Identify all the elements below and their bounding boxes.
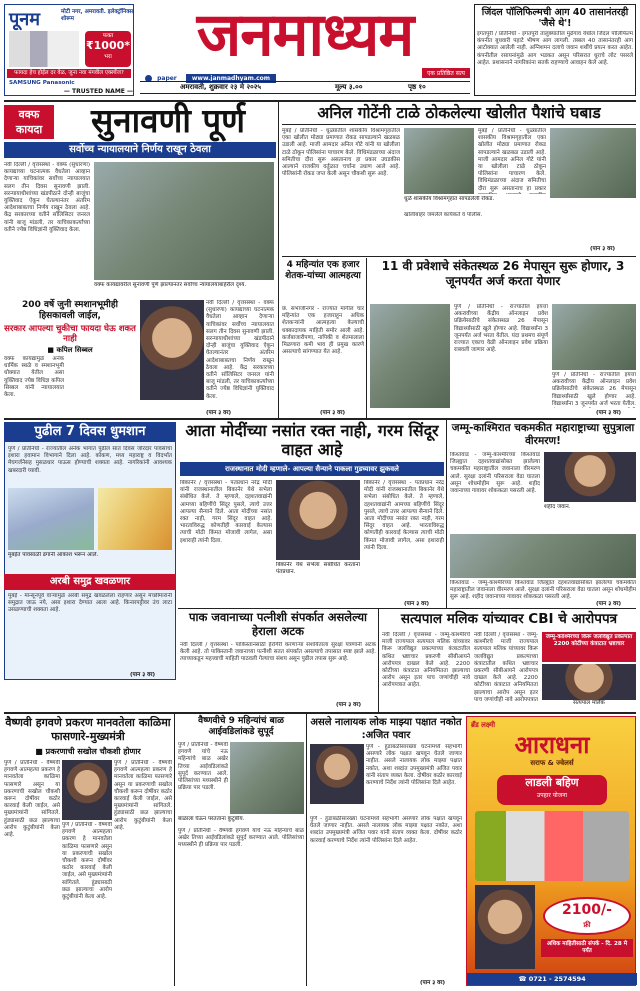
ad-right-top: ब्रँड लक्ष्मी — [471, 721, 496, 729]
phone-icon: ☎ — [518, 975, 529, 983]
waqf-quote-body: वक्फ कायद्यामुळे अनेक धार्मिक स्थळे व स्मशानभूमी धोक्यात येतील असा युक्तिवाद ज्येष्ठ विधिज्ञ कपिल सिब्बल यांनी न्यायालयात केला. — [4, 356, 64, 399]
admission-cont[interactable]: (पान ३ वर) — [596, 410, 622, 416]
ad-right-prize — [543, 897, 631, 935]
vaishnavi-body: पुणे / प्रतिनिधी - वैष्णवी हगवणे आत्महत्या प्रकरण हे मानवतेला काळिमा फासणारे असून या प्रकरणाची सखोल चौकशी करून दोषींवर कठोर कारवाई केली जाईल, असे मुख्यमंत्र्यांनी सांगितले. हुंड्यासाठी छळ झाल्याचा आरोप कुटुंबीयांनी केला आहे. — [4, 760, 60, 839]
cm-photo — [62, 760, 112, 820]
pawar-cont[interactable]: (पान ३ वर) — [420, 980, 446, 986]
ashok-cont[interactable]: (पान ३ वर) — [320, 410, 346, 416]
waqf-quote-headline: 200 वर्षे जुनी स्मशानभूमीही हिसकावली जाईल, — [22, 300, 118, 321]
waqf-subhead: सर्वोच्च न्यायालयाने निर्णय राखून ठेवला — [4, 142, 276, 158]
ad-right-sub: सराफ & ज्वेलर्स — [530, 759, 574, 767]
vaishnavi-bullet-text: प्रकरणाची सखोल चौकशी होणार — [45, 747, 141, 756]
ad-right-prize-tag: फ्री — [583, 921, 591, 929]
waqf-headline: सुनावणी पूर्ण — [90, 101, 246, 140]
aradhana-ad[interactable] — [466, 716, 636, 986]
baby-body: पुणे / प्रतिनिधी - वैष्णवी हगवणे यांचे नऊ महिन्यांचे बाळ अखेर तिच्या आईवडिलांकडे सुपूर्द करण्यात आले. पोलिसांच्या मध्यस्थीने ही प्रक्रिया पार पडली. — [178, 742, 228, 792]
weather-caption: मुंबईत पावसाळी ढगांनी आकाश भरून आले. — [8, 552, 99, 558]
gote-headline: अनिल गोटेंनी टाळे ठोकलेल्या खोलीत पैशांचे घबाड — [317, 104, 601, 122]
baby-caption: बाळाला घेऊन परतताना कुटुंबीय. — [178, 816, 245, 822]
pawar-headline: असले नालायक लोक माझ्या पक्षात नकोत :अजित पवार — [310, 717, 462, 741]
modi-headline: आता मोदींच्या नसांत रक्त नाही, गरम सिंदूर वाहत आहे — [185, 421, 439, 459]
students-photo — [370, 304, 450, 408]
cbi-body-2: नवी दिल्ली / वृत्तसंस्था - जम्मू-काश्मीरचे माजी राज्यपाल सत्यपाल मलिक यांच्यावर किरू जलविद्युत प्रकल्पाच्या कंत्राटातील कथित भ्रष्टाचार प्रकरणी सीबीआयने आरोपपत्र दाखल केले आहे. 2200 कोटींच्या कंत्राटात अनियमितता झाल्याचा आरोप असून इतर पाच जणांचीही नावे आरोपपत्रात — [474, 632, 538, 702]
malik-photo — [542, 664, 636, 700]
jk-cont[interactable]: (पान ३ वर) — [596, 601, 622, 607]
ad-left-badge-top: फक्त — [102, 33, 114, 39]
cbi-inset — [542, 632, 636, 662]
price: मूल्य ३.०० — [335, 83, 363, 91]
ad-right-brand: आराधना — [514, 731, 590, 759]
waqf-body: नवी दिल्ली / वृत्तसंस्था - वक्फ (सुधारणा) कायद्याच्या घटनात्मक वैधतेला आव्हान देणाऱ्या याचिकांवर सर्वोच्च न्यायालयात सलग तीन दिवस सुनावणी झाली. सरन्यायाधीशांच्या खंडपीठाने दोन्ही बाजूंचा युक्तिवाद ऐकून घेतल्यानंतर अंतरिम आदेशाबाबतचा निर्णय राखून ठेवला आहे. केंद्र सरकारच्या वतीने सॉलिसिटर जनरल यांनी बाजू मांडली, तर याचिकाकर्त्यांच्या वतीने ज्येष्ठ विधिज्ञांनी युक्तिवाद केला. — [4, 162, 90, 233]
waqf-quote-author — [4, 346, 136, 355]
admission-body-2: पुणे / प्रतिनिधी - राज्यातील इयत्ता अकरावीच्या केंद्रीय ऑनलाइन प्रवेश प्रक्रियेसाठीचे संकेतस्थळ 26 मेपासून विद्यार्थ्यांसाठी खुले होणार आहे. विद्यार्थ्यांना 3 जूनपर्यंत अर्ज भरता येतील. — [552, 372, 636, 407]
cash-photo — [404, 128, 474, 194]
weather-sub-body: मुंबई - मान्सूनपूर्व वाऱ्यांमुळे अरबी समुद्र खवळलेला राहणार असून मच्छीमारांनी समुद्रात जाऊ नये, असा इशारा देण्यात आला आहे. किनारपट्टीवर उंच लाटा उसळण्याची शक्यता आहे. — [8, 593, 172, 614]
ashok-body: छ. संभाजीनगर - राज्यात मागील चार महिन्यांत एक हजाराहून अधिक शेतकऱ्यांनी आत्महत्या केल्याची धक्कादायक माहिती समोर आली आहे. कर्जबाजारीपणा, नापिकी व शेतमालाला मिळणारा कमी भाव ही प्रमुख कारणे असल्याचे सांगण्यात येत आहे. — [282, 306, 364, 356]
cbi-inset-title: जम्मू-काश्मिरच्या किरू जलविद्युत प्रकल्पात 2200 कोटींच्या कंत्राटात भ्रष्टाचार — [545, 634, 633, 647]
admission-headline: 11 वी प्रवेशाचे संकेतस्थळ 26 मेपासून सुरू होणार, 3 जूनपर्यंत अर्ज करता येणार — [381, 259, 625, 288]
weather-subhead: अरबी समुद्र खवळणार — [4, 574, 176, 590]
modi-body: बिकानेर / वृत्तसंस्था - पंतप्रधान नरेंद्र मोदी यांनी राजस्थानातील बिकानेर येथे सभेला संबोधित केले. ते म्हणाले, दहशतवाद्यांनी आमच्या बहिणींचे सिंदूर पुसले, त्याचे उत्तर आपल्या सैन्याने दिले. आता मोदींच्या नसांत रक्त नाही, गरम सिंदूर वाहत आहे. भारताविरुद्ध कोणतीही कारवाई केल्यास त्याची मोठी किंमत मोजावी लागेल, असा इशाराही त्यांनी दिला. — [180, 480, 272, 544]
cbi-headline: सत्यपाल मलिक यांच्यावर CBI चे आरोपपत्र — [400, 611, 618, 627]
jk-body-2: किश्तवाड - जम्मू-काश्मीरच्या किश्तवाड जिल्ह्यात दहशतवाद्यांसोबत झालेल्या चकमकीत महाराष्ट्रातील जवानाला वीरमरण आले. सुरक्षा दलांनी परिसराला वेढा घातला असून शोधमोहीम सुरू आहे. शहीद जवानाच्या गावावर शोककळा पसरली आहे. — [450, 580, 636, 600]
masthead-title: जनमाध्यम — [196, 0, 414, 70]
cbi-body: नवी दिल्ली / वृत्तसंस्था - जम्मू-काश्मीरचे माजी राज्यपाल सत्यपाल मलिक यांच्यावर किरू जलविद्युत प्रकल्पाच्या कंत्राटातील कथित भ्रष्टाचार प्रकरणी सीबीआयने आरोपपत्र दाखल केले आहे. 2200 कोटींच्या कंत्राटात अनियमितता झाल्याचा आरोप असून इतर पाच जणांचीही नावे आरोपपत्रात आहेत. — [382, 632, 470, 689]
ad-right-phone-number: 0721 - 2574594 — [528, 975, 586, 983]
jk-caption: शहीद जवान. — [544, 504, 571, 510]
top-right-body: इगतपुरी / प्रतिनिधी - इगतपुरी तालुक्यातील मुंढेगाव येथील जिंदल पॉलिफिल्म कंपनीत बुधवारी पहाटे भीषण आग लागली. तब्बल 40 तासानंतरही आग आटोक्यात आलेली नाही. अग्निशमन दलाचे जवान शर्थीचे प्रयत्न करत आहेत. कंपनीतील रसायनांमुळे आग भडकत असून परिसरात धुराचे लोट पसरले आहेत. प्रशासनाने नागरिकांना सतर्क राहण्याचे आवाहन केले आहे. — [477, 31, 633, 66]
waqf-cont[interactable]: (पान ३ वर) — [206, 410, 232, 416]
ad-left-brand: पूनम — [9, 9, 40, 30]
gote-body: मुंबई / प्रतिनिधी - धुळ्यातील शासकीय विश्रामगृहातील एका खोलीत मोठ्या प्रमाणात रोकड सापडल्याने खळबळ उडाली आहे. माजी आमदार अनिल गोटे यांनी या खोलीला टाळे ठोकून पोलिसांना पाचारण केले. विधिमंडळाच्या अंदाज समितीचा दौरा सुरू असतानाच हा प्रकार उघडकीस आल्याने राजकीय वर्तुळात चर्चांना उधाण आले आहे. पोलिसांनी रोकड जप्त केली असून चौकशी सुरू आहे. — [282, 128, 400, 178]
ad-left-products — [9, 31, 79, 67]
bullet-icon: ■ — [35, 747, 46, 756]
spy-headline: पाक जवानाच्या पत्नीशी संपर्कात असलेल्या हेराला अटक — [189, 610, 367, 638]
ad-left-sub: मोटी नगर, अमरावती. इलेक्ट्रॉनिक्स शोरूम — [61, 9, 134, 22]
waqf-body-2: नवी दिल्ली / वृत्तसंस्था - वक्फ (सुधारणा) कायद्याच्या घटनात्मक वैधतेला आव्हान देणाऱ्या याचिकांवर सर्वोच्च न्यायालयात सलग तीन दिवस सुनावणी झाली. सरन्यायाधीशांच्या खंडपीठाने दोन्ही बाजूंचा युक्तिवाद ऐकून घेतल्यानंतर अंतरिम आदेशाबाबतचा निर्णय राखून ठेवला आहे. केंद्र सरकारच्या वतीने सॉलिसिटर जनरल यांनी बाजू मांडली, तर याचिकाकर्त्यांच्या वतीने ज्येष्ठ विधिज्ञांनी युक्तिवाद केला. — [206, 300, 274, 400]
vaishnavi-headline: वैष्णवी हगवणे प्रकरण मानवतेला काळिमा फासणारे-मुख्यमंत्री — [5, 716, 171, 743]
modi-cont[interactable]: (पान ३ वर) — [404, 601, 430, 607]
jawan-photo — [544, 452, 636, 502]
top-right-story — [474, 4, 636, 96]
masthead-epaper[interactable] — [145, 68, 470, 82]
ad-right-phone — [467, 973, 637, 985]
paper-label: paper — [157, 75, 177, 82]
city-date: अमरावती, शुक्रवार २३ मे २०२५ — [180, 83, 262, 91]
gote-cont[interactable]: (पान ३ वर) — [590, 246, 616, 252]
ad-right-scheme-sub: उपहार योजना — [536, 792, 568, 799]
bullet-icon: ■ — [47, 346, 57, 354]
sibal-photo — [140, 300, 204, 400]
ad-left-badge — [85, 31, 131, 67]
gote-caption-2: खोलीबाहेर जमलेले कार्यकर्ते व पोलीस. — [404, 212, 483, 218]
weather-map — [98, 488, 172, 550]
gote-caption-1: धुळे शासकीय विश्रामगृहात सापडलेली रोकड. — [404, 196, 495, 202]
vaishnavi-body-3: पुणे / प्रतिनिधी - वैष्णवी हगवणे आत्महत्या प्रकरण हे मानवतेला काळिमा फासणारे असून या प्रकरणाची सखोल चौकशी करून दोषींवर कठोर कारवाई केली जाईल, असे मुख्यमंत्र्यांनी सांगितले. हुंड्यासाठी छळ झाल्याचा आरोप कुटुंबीयांनी केला आहे. — [62, 822, 112, 901]
masthead-dateline — [140, 81, 470, 94]
vaishnavi-bullet — [4, 746, 172, 757]
pawar-body-2: पुणे - हुंडाबळीसारख्या घटनांमध्ये सहभागी असणारे लोक पक्षात खपवून घेतले जाणार नाहीत. असले नालायक लोक माझ्या पक्षात नकोत, अशा शब्दांत उपमुख्यमंत्री अजित पवार यांनी संताप व्यक्त केला. दोषींवर कठोर कारवाई करण्याचे निर्देश त्यांनी पोलिसांना दिले आहेत. — [310, 816, 462, 844]
weather-cont[interactable]: (पान ३ वर) — [130, 672, 156, 678]
gateway-photo — [8, 488, 94, 550]
ashok-headline: 4 महिन्यांत एक हजार शेतक-यांच्या आत्महत्या — [285, 260, 361, 281]
baby-headline: वैष्णवीचे 9 महिन्यांचं बाळ आईवडिलांकडे सुपूर्द — [198, 716, 284, 737]
weather-body: पुणे / प्रतिनिधी - राज्यातील अनेक भागांत पुढील सात दिवस जोरदार पावसाचा इशारा हवामान विभागाने दिला आहे. कोकण, मध्य महाराष्ट्र व विदर्भात मेघगर्जनेसह मुसळधार पाऊस होण्याची शक्यता आहे. नागरिकांनी आवश्यक खबरदारी घ्यावी. — [8, 446, 172, 474]
modi-photo — [276, 480, 360, 560]
ad-left-trusted: — TRUSTED NAME — — [63, 88, 133, 95]
waqf-kicker: वक्फ कायदा — [4, 105, 54, 139]
court-photo — [94, 162, 274, 280]
quote-author-name: कपिल सिब्बल — [56, 346, 93, 354]
ad-right-products — [475, 811, 629, 881]
ad-left-tagline: फायदा हेच होईल दर वेळ, जुना नवा मंगवील एक्स्चेंज? — [7, 69, 131, 78]
ad-right-prize-amount: 2100/- — [562, 902, 612, 918]
top-left-ad[interactable] — [4, 4, 134, 96]
page-count: पृष्ठ १० — [408, 83, 426, 91]
waqf-caption: वक्फ कायद्यावरील सुनावणी पूर्ण झाल्यानंतर सर्वोच्च न्यायालयाबाहेरील दृश्य. — [94, 282, 247, 288]
weather-headline: पुढील 7 दिवस धुमशान — [4, 422, 176, 442]
ad-right-scheme-title: लाडली बहिण — [525, 776, 579, 789]
gote-body-2: मुंबई / प्रतिनिधी - धुळ्यातील शासकीय विश्रामगृहातील एका खोलीत मोठ्या प्रमाणात रोकड सापडल्याने खळबळ उडाली आहे. माजी आमदार अनिल गोटे यांनी या खोलीला टाळे ठोकून पोलिसांना पाचारण केले. विधिमंडळाच्या अंदाज समितीचा दौरा सुरू असतानाच हा प्रकार — [478, 128, 546, 192]
website-link[interactable]: www.janmadhyam.com — [186, 74, 276, 83]
ad-left-badge-bottom: भरा — [104, 54, 112, 60]
crowd-photo — [550, 128, 636, 198]
ad-left-badge-amount: ₹1000* — [85, 39, 131, 52]
classroom-photo — [552, 304, 636, 370]
soldiers-photo — [450, 534, 636, 578]
cbi-caption: सत्यपाल मलिक — [573, 700, 605, 706]
jk-body: किश्तवाड - जम्मू-काश्मीरच्या किश्तवाड जिल्ह्यात दहशतवाद्यांसोबत झालेल्या चकमकीत महाराष्ट्रातील जवानाला वीरमरण आले. सुरक्षा दलांनी परिसराला वेढा घातला असून शोधमोहीम सुरू आहे. शहीद जवानाच्या गावावर शोककळा पसरली आहे. — [450, 452, 540, 495]
jk-headline: जम्मू-काश्मिरात चकमकीत महाराष्ट्राच्या सुपुत्राला वीरमरण! — [451, 422, 635, 447]
pawar-photo — [310, 744, 364, 804]
baby-body-2: पुणे / प्रतिनिधी - वैष्णवी हगवणे यांचे नऊ महिन्यांचे बाळ अखेर तिच्या आईवडिलांकडे सुपूर्द करण्यात आले. पोलिसांच्या मध्यस्थीने ही प्रक्रिया पार पडली. — [178, 828, 304, 849]
modi-kicker: राजस्थानात मोदी म्हणाले- आपल्या सैन्याने पाकला गुडघ्यावर झुकवले — [180, 462, 444, 476]
masthead-slogan: एक प्रतिष्ठित सत्य — [422, 68, 470, 78]
pawar-body: पुणे - हुंडाबळीसारख्या घटनांमध्ये सहभागी असणारे लोक पक्षात खपवून घेतले जाणार नाहीत. असले नालायक लोक माझ्या पक्षात नकोत, अशा शब्दांत उपमुख्यमंत्री अजित पवार यांनी संताप व्यक्त केला. दोषींवर कठोर कारवाई करण्याचे निर्देश त्यांनी पोलिसांना दिले आहेत. — [366, 744, 462, 787]
top-right-headline: जिंदल पॉलिफिल्मची आग 40 तासानंतरही 'जैसे थे'! — [481, 7, 629, 29]
ad-right-scheme — [497, 775, 607, 805]
ad-right-model — [475, 885, 535, 969]
ad-left-brands: SAMSUNG Panasonic — [9, 80, 75, 86]
waqf-quote-sub: सरकार आपल्या चुकीचा फायदा घेऊ शकत नाही — [4, 324, 136, 344]
modi-body-2: बिकानेर / वृत्तसंस्था - पंतप्रधान नरेंद्र मोदी यांनी राजस्थानातील बिकानेर येथे सभेला संबोधित केले. ते म्हणाले, दहशतवाद्यांनी आमच्या बहिणींचे सिंदूर पुसले, त्याचे उत्तर आपल्या सैन्याने दिले. आता मोदींच्या नसांत रक्त नाही, गरम सिंदूर वाहत आहे. भारताविरुद्ध कोणतीही कारवाई केल्यास त्याची मोठी किंमत मोजावी लागेल, असा इशाराही त्यांनी दिला. — [364, 480, 444, 551]
vaishnavi-body-2: पुणे / प्रतिनिधी - वैष्णवी हगवणे आत्महत्या प्रकरण हे मानवतेला काळिमा फासणारे असून या प्रकरणाची सखोल चौकशी करून दोषींवर कठोर कारवाई केली जाईल, असे मुख्यमंत्र्यांनी सांगितले. हुंड्यासाठी छळ झाल्याचा आरोप कुटुंबीयांनी केला आहे. — [114, 760, 172, 831]
spy-cont[interactable]: (पान ३ वर) — [336, 702, 362, 708]
spy-body: नवी दिल्ली / वृत्तसंस्था - पाकिस्तानसाठी हेरगिरी करणाऱ्या संशयिताला सुरक्षा यंत्रणांनी अटक केली आहे. तो पाकिस्तानी जवानाच्या पत्नीशी सतत संपर्कात असल्याचे तपासात स्पष्ट झाले आहे. त्याच्याकडून महत्त्वाची माहिती पाठवली गेल्याचा संशय असून पुढील तपास सुरू आहे. — [180, 642, 376, 663]
ad-right-bottom: अधिक माहितीसाठी संपर्क - दि. 28 मे पर्यंत — [541, 939, 633, 957]
modi-caption: बिकानेर येथे सभेला संबोधित करताना पंतप्रधान. — [276, 562, 360, 576]
admission-body: पुणे / प्रतिनिधी - राज्यातील इयत्ता अकरावीच्या केंद्रीय ऑनलाइन प्रवेश प्रक्रियेसाठीचे संकेतस्थळ 26 मेपासून विद्यार्थ्यांसाठी खुले होणार आहे. विद्यार्थ्यांना 3 जूनपर्यंत अर्ज भरता येतील. यंदा प्रथमच संपूर्ण राज्यात एकाच वेळी ऑनलाइन प्रवेश प्रक्रिया राबवली जाणार आहे. — [454, 304, 548, 354]
baby-photo — [230, 742, 304, 814]
